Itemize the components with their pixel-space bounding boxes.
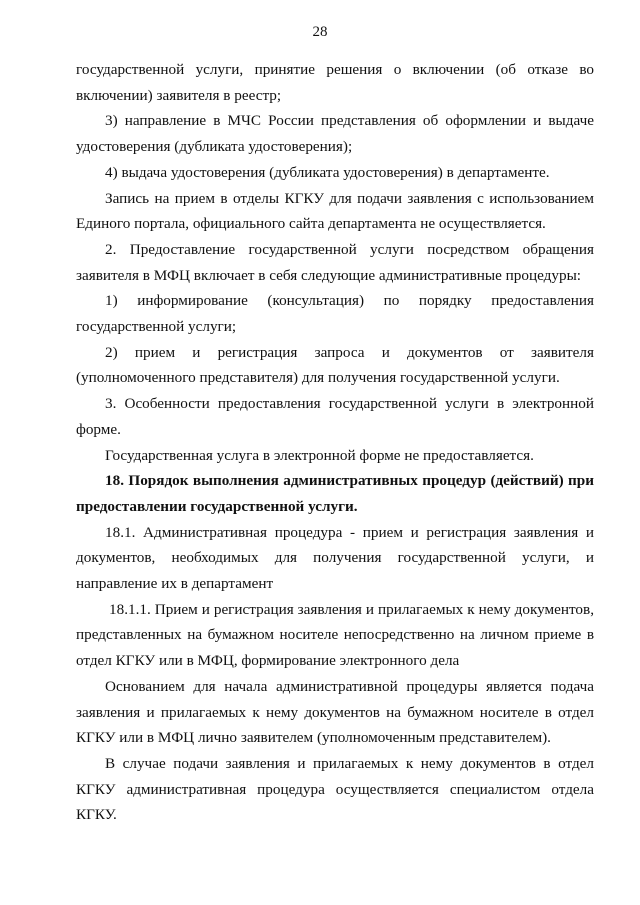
paragraph-18-1-1: 18.1.1. Прием и регистрация заявления и прилагаемых к нему документов, представленных на бумажном носителе непосредственно на личном приеме в отдел КГКУ или в МФЦ, формирование электронного дела <box>76 600 594 670</box>
paragraph-appointment-note: Запись на прием в отделы КГКУ для подачи заявления с использованием Единого портала, официального сайта департамента не осуществляется. <box>76 189 594 233</box>
paragraph-continuation: государственной услуги, принятие решения о включении (об отказе во включении) заявителя в реестр; <box>76 61 594 104</box>
paragraph-section-3: 3. Особенности предоставления государственной услуги в электронной форме. <box>76 395 594 438</box>
paragraph-electronic-note: Государственная услуга в электронной форме не предоставляется. <box>105 446 534 464</box>
paragraph-subitem-2: 2) прием и регистрация запроса и документов от заявителя (уполномоченного представителя) для получения государственной услуги. <box>76 343 594 387</box>
paragraph-specialist: В случае подачи заявления и прилагаемых к нему документов в отдел КГКУ административная процедура осуществляется специалистом отдела КГКУ. <box>76 754 594 824</box>
paragraph-basis: Основанием для начала административной процедуры является подача заявления и прилагаемых к нему документов на бумажном носителе в отдел КГКУ или в МФЦ лично заявителем (уполномоченным представителем). <box>76 677 594 747</box>
document-body <box>76 57 594 828</box>
paragraph-18-1: 18.1. Административная процедура - прием и регистрация заявления и документов, необходимых для получения государственной услуги, и направление их в департамент <box>76 523 594 593</box>
paragraph-item-4: 4) выдача удостоверения (дубликата удостоверения) в департаменте. <box>105 163 550 181</box>
paragraph-item-3: 3) направление в МЧС России представления об оформлении и выдаче удостоверения (дубликата удостоверения); <box>76 112 594 156</box>
section-heading-18: 18. Порядок выполнения административных процедур (действий) при предоставлении государственной услуги. <box>76 472 594 515</box>
paragraph-section-2: 2. Предоставление государственной услуги посредством обращения заявителя в МФЦ включает в себя следующие административные процедуры: <box>76 240 594 284</box>
page-number: 28 <box>312 24 328 40</box>
paragraph-subitem-1: 1) информирование (консультация) по порядку предоставления государственной услуги; <box>76 292 594 336</box>
